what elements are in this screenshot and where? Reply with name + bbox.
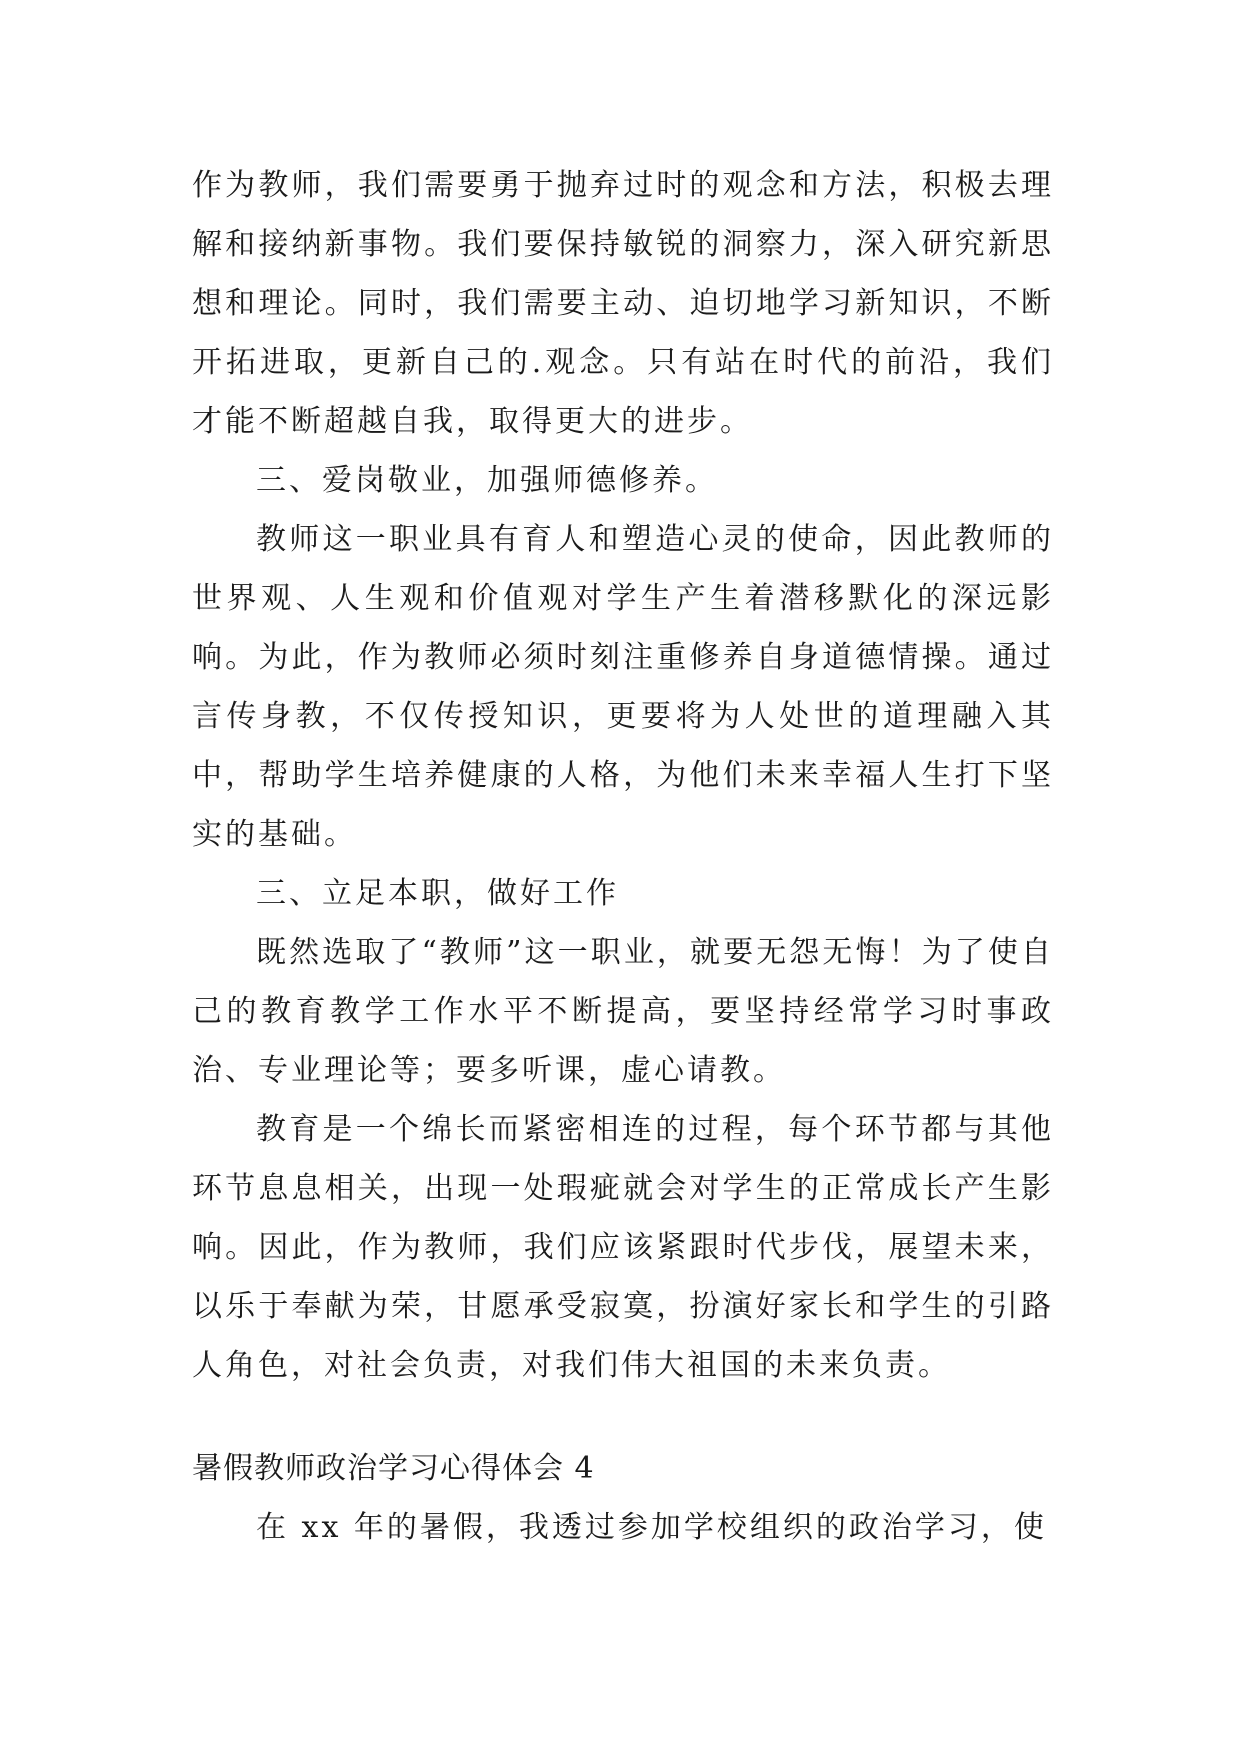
heading-dedication: 三、爱岗敬业，加强师德修养。 <box>256 463 718 498</box>
paragraph-education-process: 教育是一个绵长而紧密相连的过程，每个环节都与其他环节息息相关，出现一处瑕疵就会对学生的正常成长产生影响。因此，作为教师，我们应该紧跟时代步伐，展望未来，以乐于奉献为荣，甘愿承受寂寞，扮演好家长和学生的引路人角色，对社会负责，对我们伟大祖国的未来负责。 <box>192 1112 1054 1383</box>
paragraph-career-choice: 既然选取了“教师”这一职业，就要无怨无悔！为了使自己的教育教学工作水平不断提高，要坚持经常学习时事政治、专业理论等；要多听课，虚心请教。 <box>192 935 1054 1088</box>
document-body <box>192 156 1054 1557</box>
paragraph-section-start: 在 xx 年的暑假，我透过参加学校组织的政治学习，使 <box>256 1510 1047 1545</box>
heading-duty: 三、立足本职，做好工作 <box>256 876 619 911</box>
section-gap <box>192 1395 1054 1439</box>
paragraph-ethics: 教师这一职业具有育人和塑造心灵的使命，因此教师的世界观、人生观和价值观对学生产生着潜移默化的深远影响。为此，作为教师必须时刻注重修养自身道德情操。通过言传身教，不仅传授知识，更要将为人处世的道理融入其中，帮助学生培养健康的人格，为他们未来幸福人生打下坚实的基础。 <box>192 522 1054 852</box>
section-title: 暑假教师政治学习心得体会 4 <box>192 1451 595 1486</box>
paragraph-continued: 作为教师，我们需要勇于抛弃过时的观念和方法，积极去理解和接纳新事物。我们要保持敏锐的洞察力，深入研究新思想和理论。同时，我们需要主动、迫切地学习新知识，不断开拓进取，更新自己的.观念。只有站在时代的前沿，我们才能不断超越自我，取得更大的进步。 <box>192 168 1054 439</box>
